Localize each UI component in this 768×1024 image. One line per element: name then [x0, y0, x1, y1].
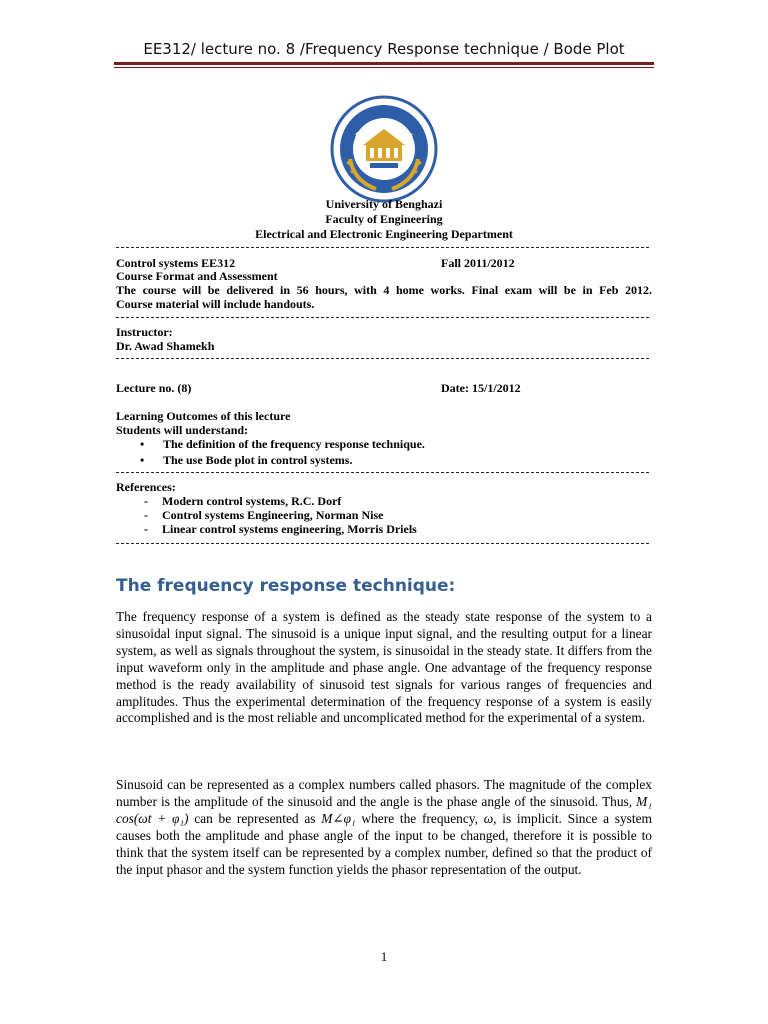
dash-bullet: -	[144, 508, 148, 522]
separator	[116, 358, 649, 359]
separator	[116, 472, 649, 473]
course-term: Fall 2011/2012	[441, 256, 515, 270]
phasor-text-a: Sinusoid can be represented as a complex numbers called phasors. The magnitude of the complex number is the amplitude of the sinusoid and the angle is the phase angle of the sinusoid. Thus,	[116, 777, 652, 809]
outcomes-intro: Students will understand:	[116, 423, 249, 437]
reference-item: Linear control systems engineering, Morris Driels	[162, 522, 417, 536]
list-item	[144, 522, 417, 536]
faculty-name: Faculty of Engineering	[325, 212, 443, 226]
header-rule	[114, 62, 654, 65]
dash-bullet: -	[144, 494, 148, 508]
paragraph-definition: The frequency response of a system is defined as the steady state response of the system to a sinusoidal input signal. The sinusoid is a unique input signal, and the resulting output for a linear system, as well as signals throughout the system, is sinusoidal in the steady state. It differs from the input waveform only in the amplitude and phase angle. One advantage of the frequency response method is the ready availability of sinusoid test signals for various ranges of frequencies and amplitudes. Thus the experimental determination of the frequency response of a system is easily accomplished and is the most reliable and uncomplicated method for the experimental of a system.	[116, 609, 652, 726]
header-rule-thin	[114, 67, 654, 68]
department-name: Electrical and Electronic Engineering Department	[255, 227, 513, 241]
course-material-text: Course material will include handouts.	[116, 297, 315, 311]
phasor-text-b: can be represented as	[194, 810, 316, 826]
outcome-item: The definition of the frequency response technique.	[163, 437, 425, 451]
math-expression-cos: M₁ cos(ωt + φ₁)	[116, 793, 652, 826]
phasor-text-c: where the	[361, 810, 417, 826]
references-heading: References:	[116, 480, 176, 494]
phasor-text-d: frequency,	[421, 810, 478, 826]
dash-bullet: -	[144, 522, 148, 536]
bullet-icon: •	[140, 453, 145, 467]
lecture-date: Date: 15/1/2012	[441, 381, 521, 395]
course-format-heading: Course Format and Assessment	[116, 269, 278, 283]
bullet-icon: •	[140, 437, 145, 451]
reference-item: Modern control systems, R.C. Dorf	[162, 494, 342, 508]
separator	[116, 317, 649, 318]
list-item	[140, 453, 352, 467]
instructor-label: Instructor:	[116, 325, 173, 339]
page-number: 1	[380, 949, 388, 964]
lecture-number: Lecture no. (8)	[116, 381, 192, 395]
separator	[116, 543, 649, 544]
university-seal-logo	[330, 95, 438, 203]
list-item	[140, 437, 425, 451]
university-name: University of Benghazi	[325, 197, 443, 211]
course-name: Control systems EE312	[116, 256, 236, 270]
instructor-name: Dr. Awad Shamekh	[116, 339, 215, 353]
math-omega: ω	[483, 810, 494, 826]
course-delivery-text: The course will be delivered in 56 hours, with 4 home works. Final exam will be in Feb 2012.	[116, 283, 652, 297]
list-item	[144, 494, 341, 508]
phasor-text-e: , is implicit. Since a system causes both the amplitude and phase angle of the input to be changed, therefore it is possible to think that the system itself can be represented by a complex number, defined so that the product of the input phasor and the system function yields the phasor representation of the output.	[116, 810, 652, 877]
section-title: The frequency response technique:	[116, 576, 456, 596]
separator	[116, 247, 649, 248]
math-expression-phasor: M∠φ₁	[321, 810, 356, 826]
outcomes-heading: Learning Outcomes of this lecture	[116, 409, 291, 423]
outcome-item: The use Bode plot in control systems.	[163, 453, 353, 467]
list-item	[144, 508, 383, 522]
paragraph-phasors	[116, 777, 652, 878]
page-header-title: EE312/ lecture no. 8 /Frequency Response technique / Bode Plot	[143, 40, 625, 58]
reference-item: Control systems Engineering, Norman Nise	[162, 508, 384, 522]
